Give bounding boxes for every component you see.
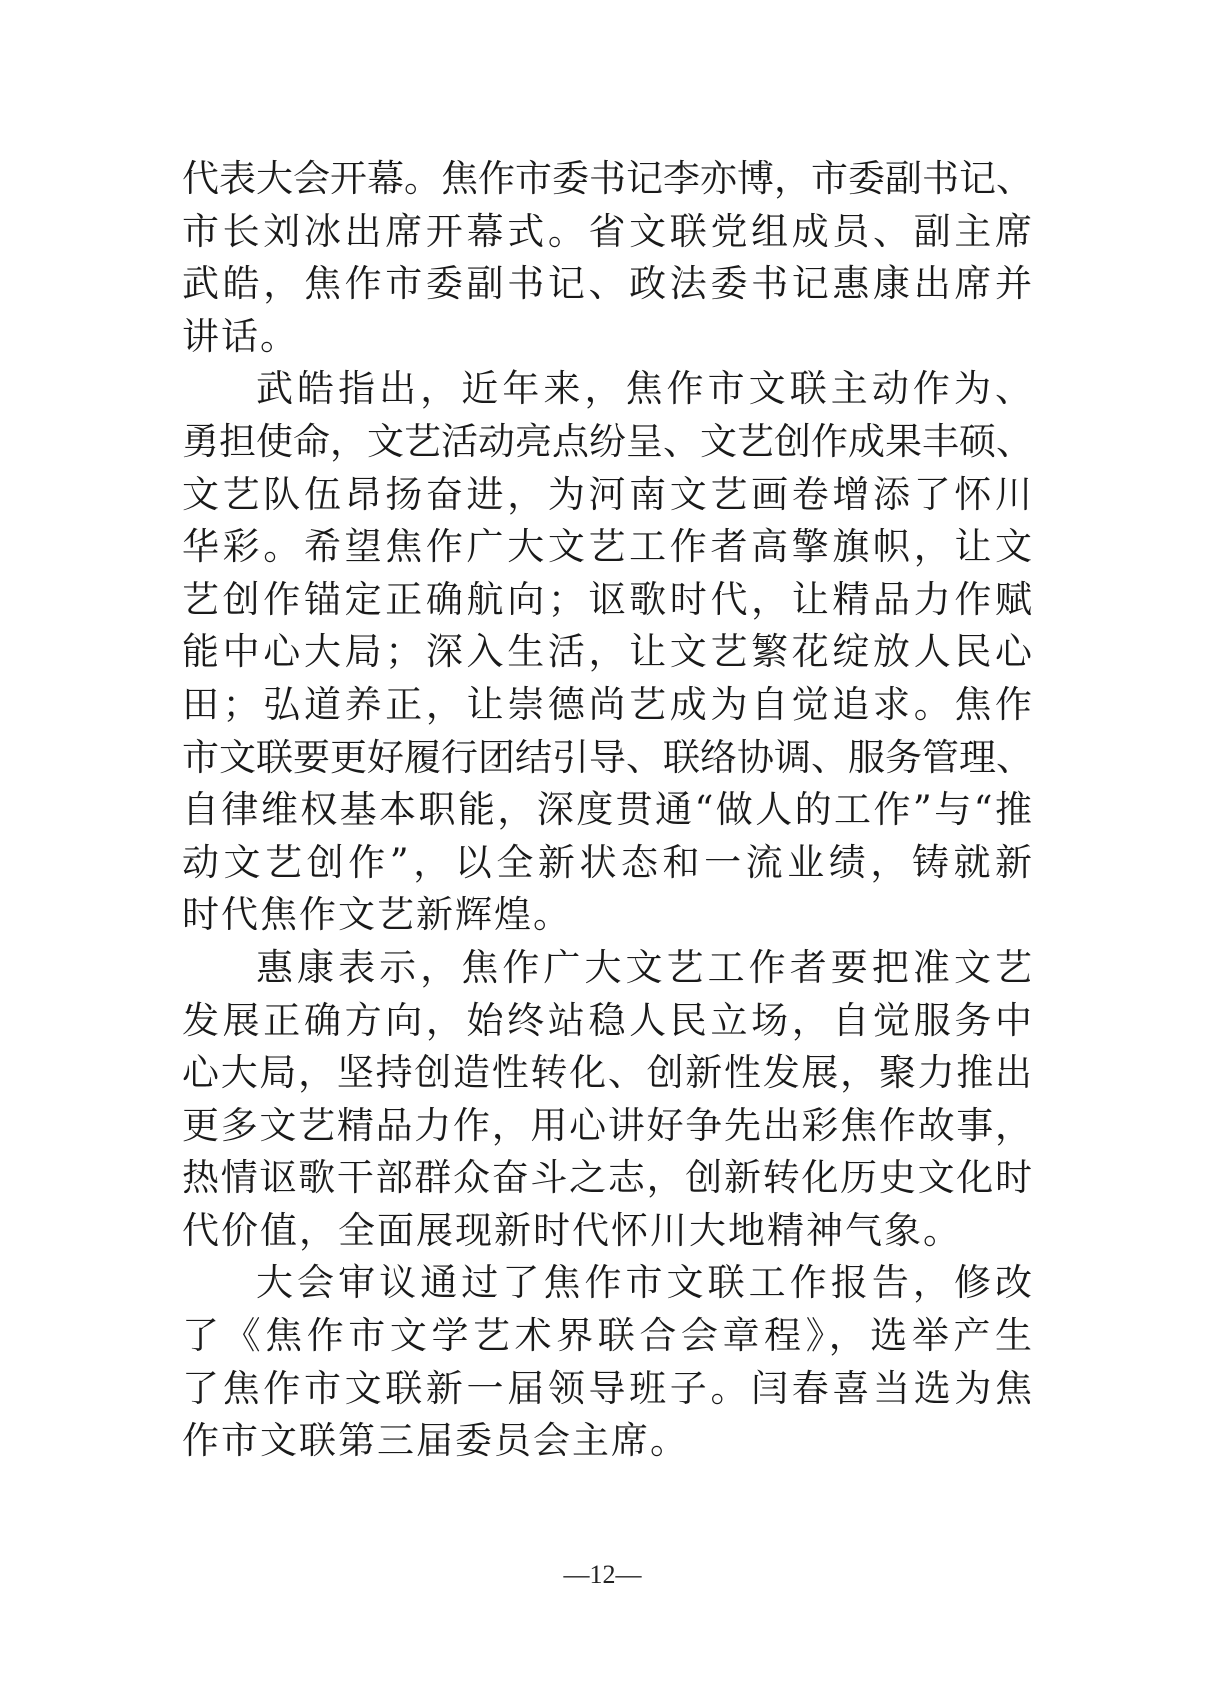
text-line: 热情讴歌干部群众奋斗之志，创新转化历史文化时 (182, 1156, 1032, 1200)
text-line: 讲话。 (182, 314, 299, 358)
text-line: 惠康表示，焦作广大文艺工作者要把准文艺 (256, 945, 1032, 989)
text-line: 能中心大局；深入生活，让文艺繁花绽放人民心 (182, 630, 1032, 674)
paragraph (182, 942, 1032, 1258)
page-number: —12— (563, 1560, 642, 1589)
text-line: 华彩。希望焦作广大文艺工作者高擎旗帜，让文 (182, 525, 1032, 569)
text-line: 发展正确方向，始终站稳人民立场，自觉服务中 (182, 998, 1032, 1042)
text-line: 自律维权基本职能，深度贯通“做人的工作”与“推 (182, 788, 1032, 832)
text-line: 动文艺创作”，以全新状态和一流业绩，铸就新 (182, 840, 1032, 884)
text-line: 代表大会开幕。焦作市委书记李亦博，市委副书记、 (182, 157, 1033, 200)
paragraph (182, 1257, 1032, 1467)
text-line: 大会审议通过了焦作市文联工作报告，修改 (256, 1261, 1032, 1305)
text-line: 心大局，坚持创造性转化、创新性发展，聚力推出 (182, 1051, 1032, 1095)
text-line: 作市文联第三届委员会主席。 (182, 1419, 689, 1463)
text-line: 了焦作市文联新一届领导班子。闫春喜当选为焦 (182, 1366, 1032, 1410)
paragraph (182, 363, 1032, 942)
text-line: 文艺队伍昂扬奋进，为河南文艺画卷增添了怀川 (182, 472, 1032, 516)
paragraph (182, 153, 1032, 363)
text-line: 市文联要更好履行团结引导、联络协调、服务管理、 (182, 735, 1033, 779)
text-line: 市长刘冰出席开幕式。省文联党组成员、副主席 (182, 209, 1032, 253)
text-line: 更多文艺精品力作，用心讲好争先出彩焦作故事， (182, 1103, 1032, 1147)
body-text (182, 153, 1032, 1468)
text-line: 代价值，全面展现新时代怀川大地精神气象。 (182, 1208, 962, 1252)
text-line: 武皓，焦作市委副书记、政法委书记惠康出席并 (182, 262, 1032, 306)
text-line: 时代焦作文艺新辉煌。 (182, 893, 572, 937)
text-line: 勇担使命，文艺活动亮点纷呈、文艺创作成果丰硕、 (182, 419, 1033, 463)
text-line: 了《焦作市文学艺术界联合会章程》，选举产生 (182, 1314, 1032, 1358)
text-line: 武皓指出，近年来，焦作市文联主动作为、 (256, 367, 1032, 411)
text-line: 艺创作锚定正确航向；讴歌时代，让精品力作赋 (182, 577, 1032, 621)
text-line: 田；弘道养正，让崇德尚艺成为自觉追求。焦作 (182, 682, 1032, 726)
